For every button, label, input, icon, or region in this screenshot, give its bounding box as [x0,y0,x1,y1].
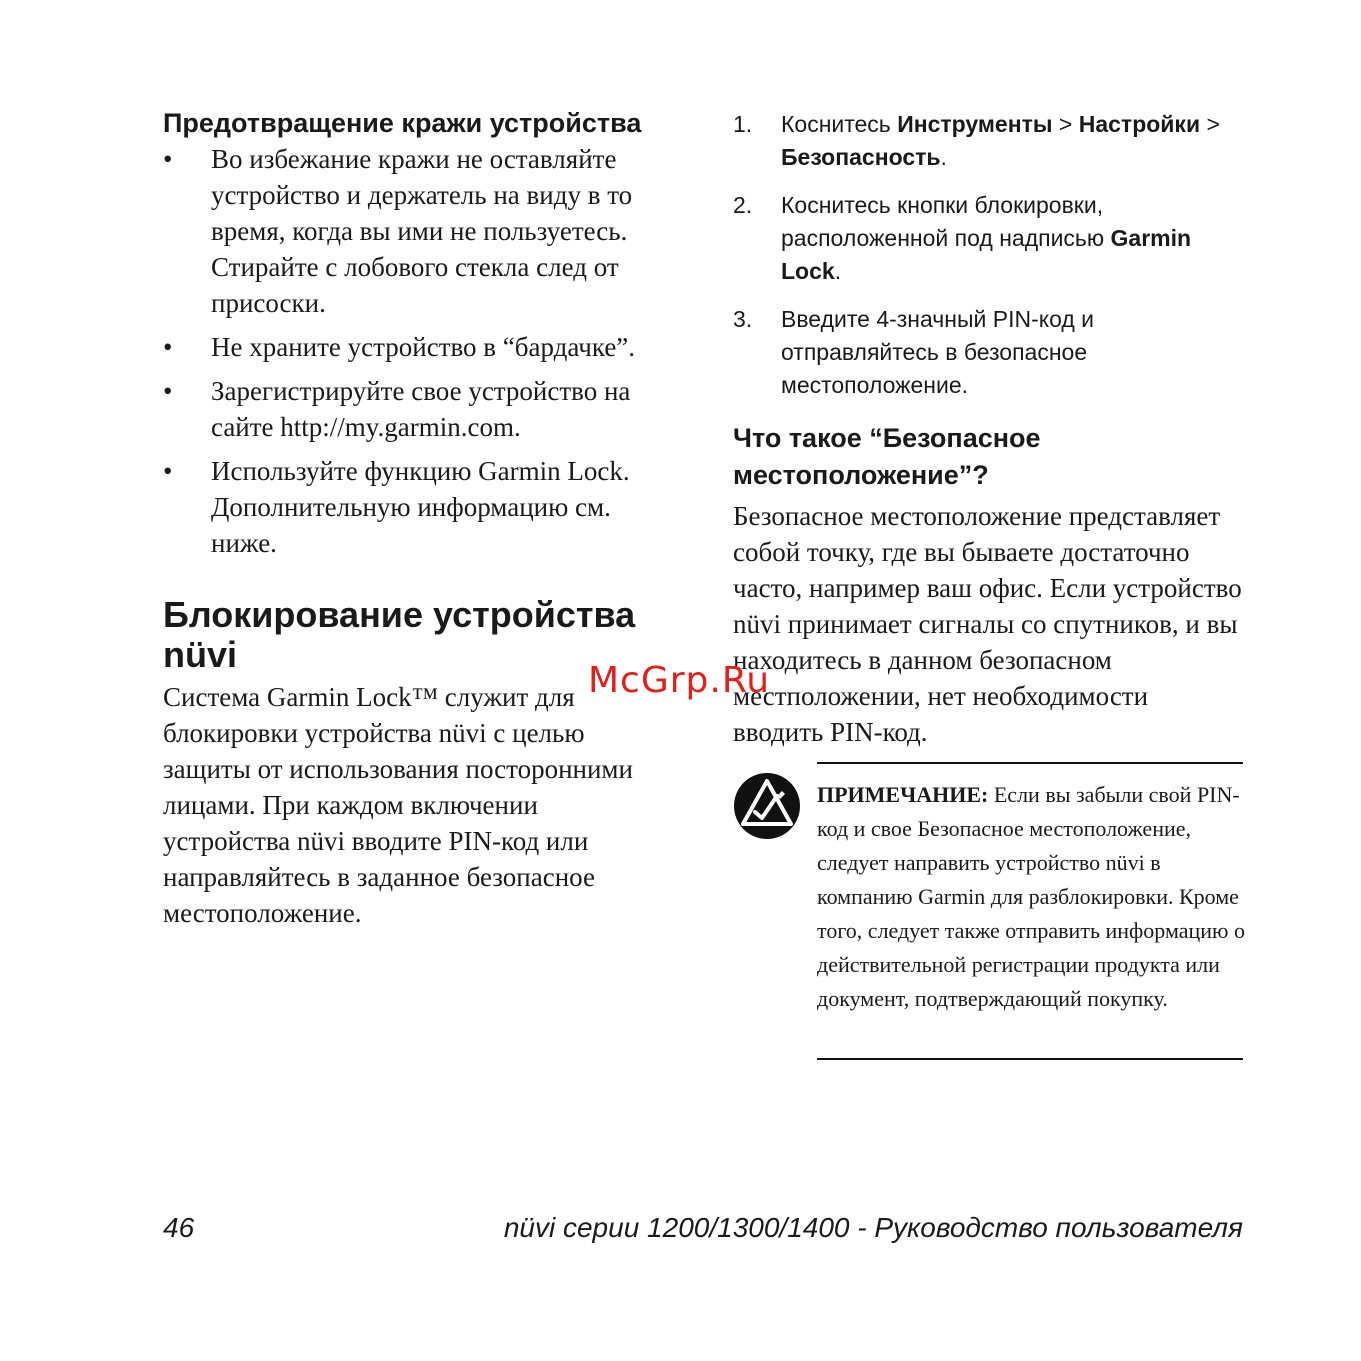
menu-path-settings: Настройки [1078,111,1201,137]
bullet-icon: • [163,376,173,406]
path-separator: > [1200,111,1220,137]
watermark-logo: McGrp.Ru [588,660,771,701]
bullet-icon: • [163,144,173,174]
step-number: 3. [733,306,753,332]
left-column [163,108,663,931]
bullet-icon: • [163,456,173,486]
note-label: ПРИМЕЧАНИЕ: [817,782,989,807]
theft-bullet-list [163,141,663,561]
step-text: Коснитесь кнопки блокировки, расположенной под надписью [781,192,1111,251]
note-top-rule [817,762,1243,764]
menu-path-security: Безопасность [781,144,941,170]
list-item [163,453,663,561]
safe-location-paragraph: Безопасное местоположение представляет собой точку, где вы бываете достаточно часто, например ваш офис. Если устройство nüvi принимает сигналы со спутников, и вы находитесь в данном безопасном местположении, нет необходимости вводить PIN-код. [733,501,1242,747]
note-bottom-rule [817,1058,1243,1060]
lock-paragraph: Система Garmin Lock™ служит для блокировки устройства nüvi с целью защиты от использования посторонними лицами. При каждом включении устройства nüvi вводите PIN-код или направляйтесь в заданное безопасное местоположение. [163,682,633,928]
footer-title: nüvi серии 1200/1300/1400 - Руководство пользователя [503,1212,1243,1243]
step-number: 1. [733,111,753,137]
note-text [817,778,1247,1016]
path-separator: > [1052,111,1079,137]
step-text: Коснитесь [781,111,898,137]
theft-heading: Предотвращение кражи устройства [163,108,642,138]
note-pencil-icon [733,772,801,840]
step-item [733,189,1243,288]
list-item-text: Используйте функцию Garmin Lock. Дополнительную информацию см. ниже. [211,456,630,558]
garmin-lock-label: Garmin Lock [781,225,1192,284]
lock-heading: Блокирование устройства nüvi [163,594,636,675]
step-number: 2. [733,192,753,218]
list-item-text: Во избежание кражи не оставляйте устройство и держатель на виду в то время, когда вы ими не пользуетесь. Стирайте с лобового стекла след от присоски. [211,144,633,318]
step-item [733,108,1243,174]
list-item [163,329,663,365]
step-end: . [940,144,947,170]
step-end: . [834,258,842,284]
right-column [733,108,1243,750]
lock-steps-list [733,108,1243,402]
bullet-icon: • [163,332,173,362]
list-item-text: Не храните устройство в “бардачке”. [211,332,636,362]
step-item [733,303,1243,402]
page-number: 46 [163,1212,195,1243]
list-item [163,141,663,321]
safe-location-heading: Что такое “Безопасное местоположение”? [733,423,1041,490]
list-item-text: Зарегистрируйте свое устройство на сайте http://my.garmin.com. [211,376,631,442]
step-text: Введите 4-значный PIN-код и отправляйтесь в безопасное местоположение. [781,306,1095,398]
list-item [163,373,663,445]
menu-path-tools: Инструменты [897,111,1053,137]
note-body: Если вы забыли свой PIN-код и свое Безопасное местоположение, следует направить устройство nüvi в компанию Garmin для разблокировки. Кроме того, следует также отправить информацию о действительной регистрации продукта или документ, подтверждающий покупку. [817,782,1245,1011]
